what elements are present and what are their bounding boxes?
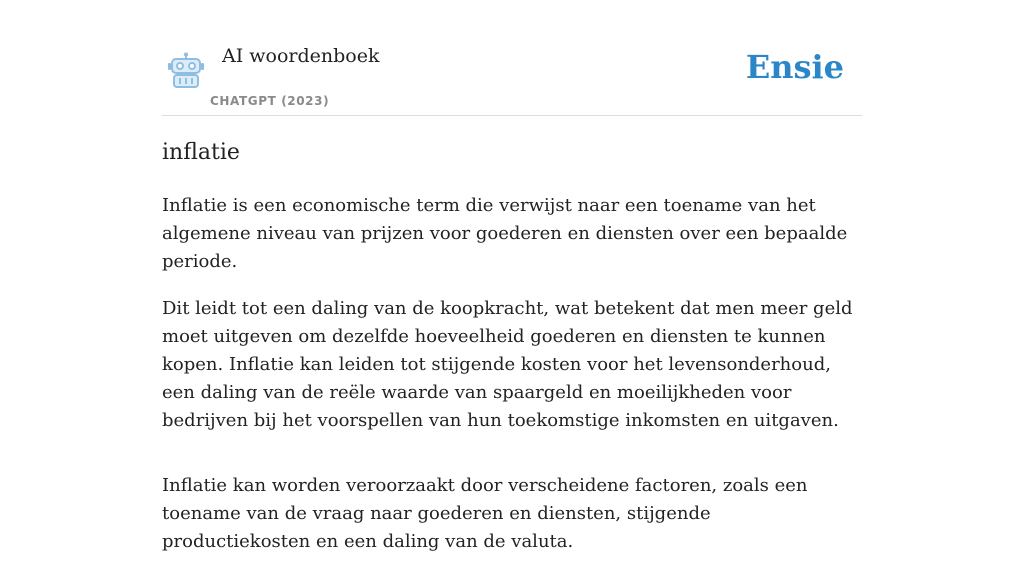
definition-paragraph: Dit leidt tot een daling van de koopkracht, wat betekent dat men meer geld moet uitgeven om dezelfde hoeveelheid goederen en diensten te kunnen kopen. Inflatie kan leiden tot stijgende kosten voor het levensonderhoud, een daling van de reële waarde van spaargeld en moeilijkheden voor bedrijven bij het voorspellen van hun toekomstige inkomsten en uitgaven. xyxy=(162,298,853,431)
dictionary-name[interactable]: AI woordenboek xyxy=(222,45,380,67)
definition-card xyxy=(162,0,862,552)
entry-term: inflatie xyxy=(162,140,240,165)
definition-paragraph: Inflatie kan worden veroorzaakt door verscheidene factoren, zoals een toename van de vraag naar goederen en diensten, stijgende productiekosten en een daling van de valuta. xyxy=(162,475,808,552)
definition-body xyxy=(162,192,862,575)
robot-icon xyxy=(166,52,206,90)
definition-paragraph: Inflatie is een economische term die verwijst naar een toename van het algemene niveau van prijzen voor goederen en diensten over een bepaalde periode. xyxy=(162,195,848,272)
dictionary-header xyxy=(162,0,862,116)
dictionary-source: CHATGPT (2023) xyxy=(210,94,330,108)
ensie-logo[interactable]: Ensie xyxy=(745,48,844,86)
